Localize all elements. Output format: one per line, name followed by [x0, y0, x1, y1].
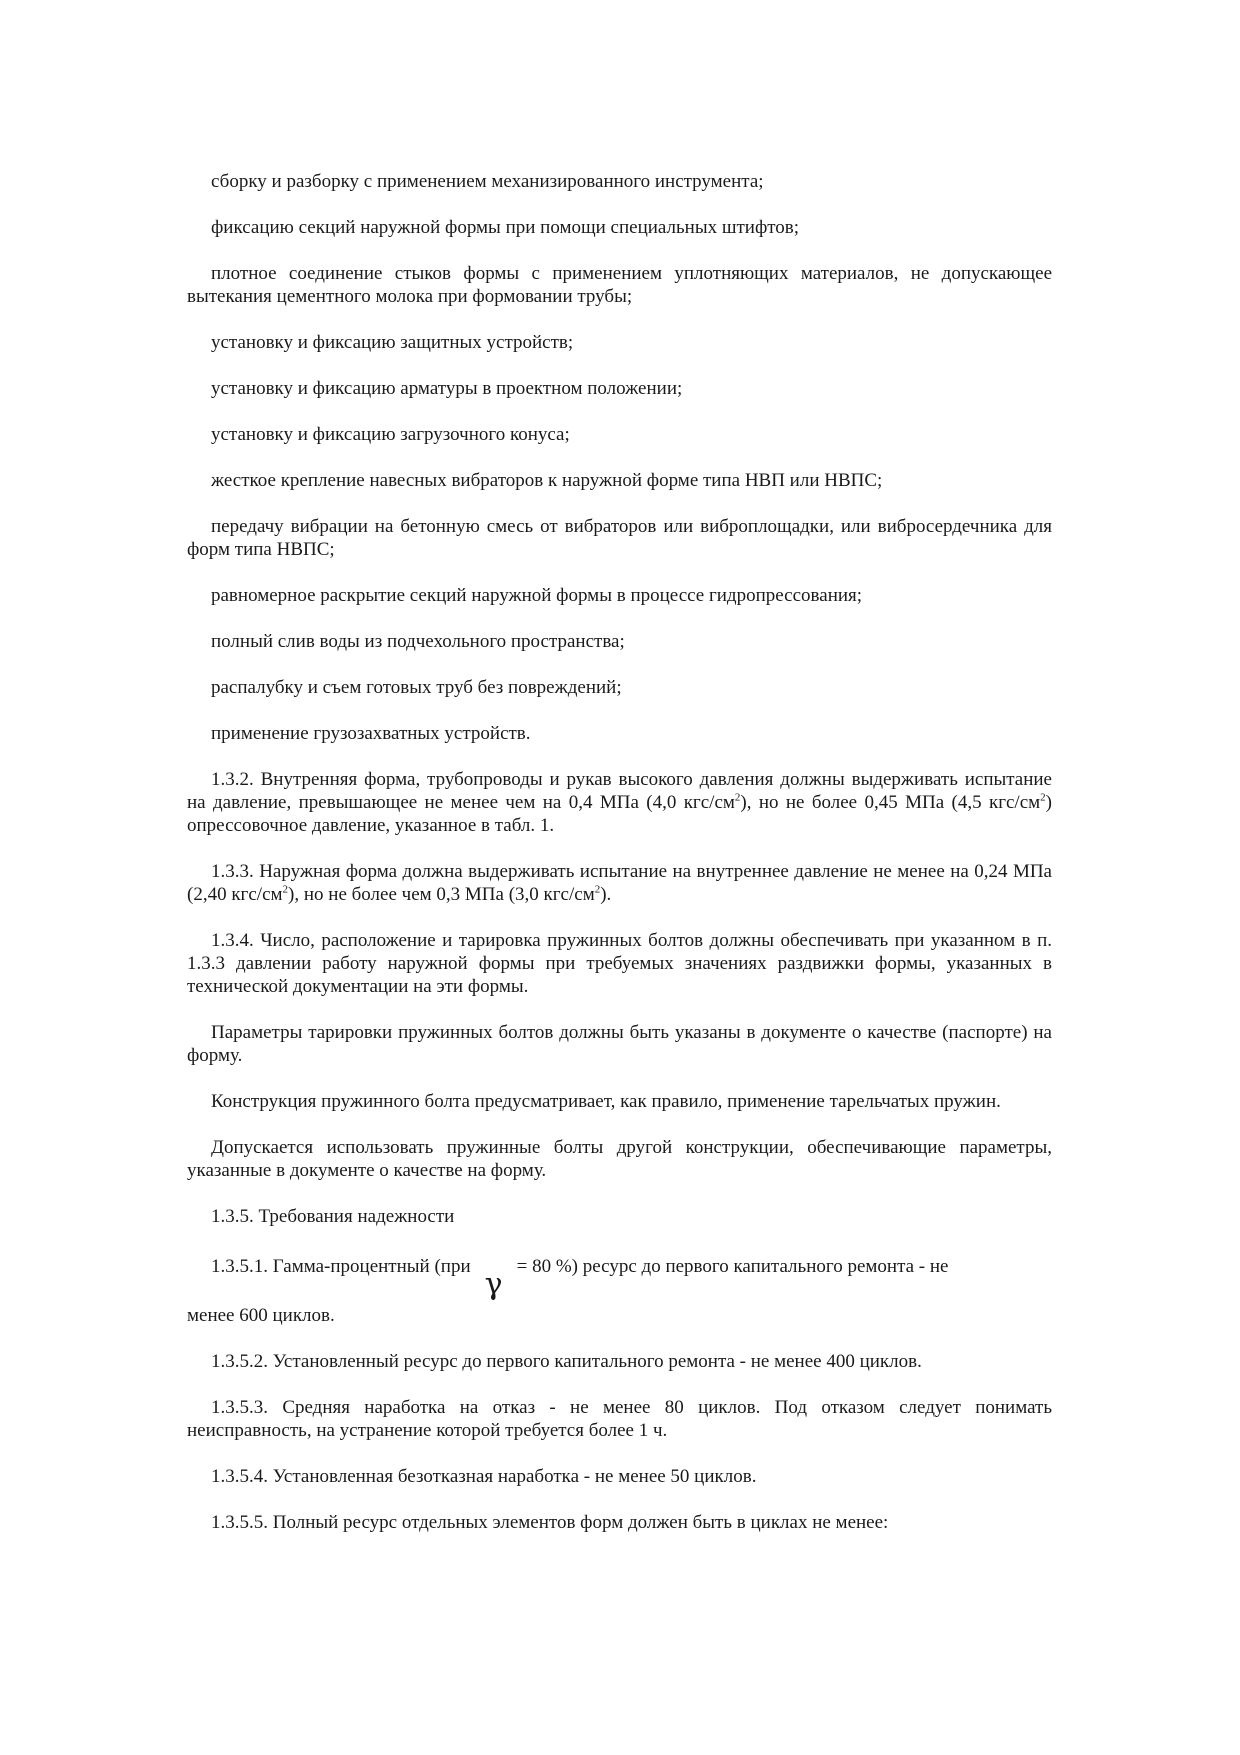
clause-text: 1.3.5.1. Гамма-процентный (при	[211, 1256, 471, 1277]
clause-1-3-4: 1.3.4. Число, расположение и тарировка пружинных болтов должны обеспечивать при указанном в п. 1.3.3 давлении работу наружной формы при требуемых значениях раздвижки формы, указанных в технической документации на эти формы.	[187, 930, 1052, 997]
list-item: установку и фиксацию защитных устройств;	[211, 332, 574, 353]
superscript: 2	[1040, 791, 1046, 804]
list-item: жесткое крепление навесных вибраторов к наружной форме типа НВП или НВПС;	[211, 470, 883, 491]
clause-1-3-5-4: 1.3.5.4. Установленная безотказная наработка - не менее 50 циклов.	[211, 1466, 757, 1487]
clause-text: 1.3.2. Внутренняя форма, трубопроводы и рукав высокого давления должны выдерживать испытание на давление, превышающее не менее чем на 0,4 МПа (4,0 кгс/см	[187, 769, 1052, 813]
gamma-symbol: γ	[484, 1267, 503, 1302]
paragraph: Допускается использовать пружинные болты другой конструкции, обеспечивающие параметры, указанные в документе о качестве на форму.	[187, 1137, 1052, 1181]
clause-1-3-5-5: 1.3.5.5. Полный ресурс отдельных элементов форм должен быть в циклах не менее:	[211, 1512, 889, 1533]
clause-1-3-5-3: 1.3.5.3. Средняя наработка на отказ - не менее 80 циклов. Под отказом следует понимать неисправность, на устранение которой требуется более 1 ч.	[187, 1397, 1052, 1441]
clause-text: ) опрессовочное давление, указанное в табл. 1.	[187, 792, 1052, 836]
superscript: 2	[594, 883, 601, 896]
list-item: распалубку и съем готовых труб без повреждений;	[211, 677, 622, 698]
list-item: плотное соединение стыков формы с применением уплотняющих материалов, не допускающее вытекания цементного молока при формовании трубы;	[187, 263, 1052, 307]
clause-continuation: менее 600 циклов.	[187, 1305, 335, 1326]
section-heading: 1.3.5. Требования надежности	[211, 1206, 455, 1227]
clause-text: ), но не более чем 0,3 МПа (3,0 кгс/см	[288, 884, 595, 905]
paragraph: Конструкция пружинного болта предусматривает, как правило, применение тарельчатых пружин.	[211, 1091, 1001, 1112]
list-item: сборку и разборку с применением механизированного инструмента;	[211, 171, 764, 192]
clause-1-3-5-2: 1.3.5.2. Установленный ресурс до первого капитального ремонта - не менее 400 циклов.	[211, 1351, 922, 1372]
list-item: установку и фиксацию арматуры в проектном положении;	[211, 378, 683, 399]
clause-1-3-3	[187, 860, 1052, 906]
clause-text: = 80 %) ресурс до первого капитального ремонта - не	[516, 1256, 949, 1277]
clause-text: ), но не более 0,45 МПа (4,5 кгс/см	[740, 792, 1041, 813]
clause-1-3-5-1	[187, 1251, 1052, 1302]
clause-1-3-2	[187, 768, 1052, 837]
clause-text: 1.3.3. Наружная форма должна выдерживать испытание на внутреннее давление не менее на 0,24 МПа (2,40 кгс/см	[187, 861, 1052, 905]
superscript: 2	[734, 791, 741, 804]
list-item: полный слив воды из подчехольного пространства;	[211, 631, 625, 652]
list-item: фиксацию секций наружной формы при помощи специальных штифтов;	[211, 217, 800, 238]
document-page	[187, 170, 1052, 1557]
list-item: передачу вибрации на бетонную смесь от вибраторов или виброплощадки, или вибросердечника для форм типа НВПС;	[187, 516, 1052, 560]
paragraph: Параметры тарировки пружинных болтов должны быть указаны в документе о качестве (паспорте) на форму.	[187, 1022, 1052, 1066]
list-item: установку и фиксацию загрузочного конуса;	[211, 424, 570, 445]
list-item: применение грузозахватных устройств.	[211, 723, 531, 744]
list-item: равномерное раскрытие секций наружной формы в процессе гидропрессования;	[211, 585, 863, 606]
clause-text: ).	[600, 884, 612, 905]
superscript: 2	[282, 883, 289, 896]
